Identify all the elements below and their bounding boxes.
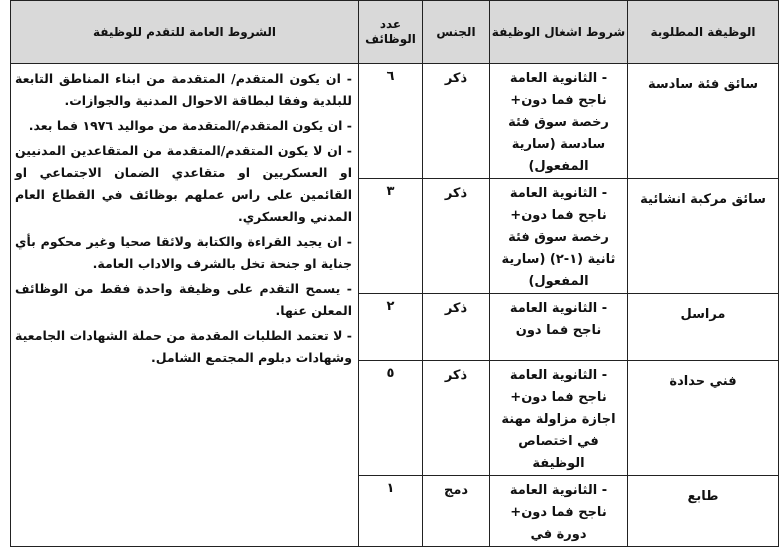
job-conditions: - الثانوية العامة ناجح فما دون bbox=[490, 294, 628, 361]
header-gender: الجنس bbox=[423, 1, 490, 64]
job-count: ٢ bbox=[359, 294, 423, 361]
table-header-row bbox=[11, 1, 779, 64]
job-count: ٦ bbox=[359, 64, 423, 179]
header-job: الوظيفة المطلوبة bbox=[628, 1, 779, 64]
table-row bbox=[11, 64, 779, 179]
job-gender: دمج bbox=[423, 476, 490, 547]
job-count: ٥ bbox=[359, 361, 423, 476]
job-gender: ذكر bbox=[423, 64, 490, 179]
job-gender: ذكر bbox=[423, 179, 490, 294]
job-count: ١ bbox=[359, 476, 423, 547]
job-title: فني حدادة bbox=[628, 361, 779, 476]
general-condition-item: - ان يكون المتقدم/ المتقدمة من ابناء المناطق التابعة للبلدية وفقا لبطاقة الاحوال المدنية والجوازات. bbox=[15, 71, 352, 108]
job-conditions: - الثانوية العامة ناجح فما دون+ رخصة سوق فئة سادسة (سارية المفعول) bbox=[490, 64, 628, 179]
general-conditions bbox=[11, 64, 359, 547]
job-gender: ذكر bbox=[423, 294, 490, 361]
jobs-table bbox=[10, 0, 779, 547]
general-condition-item: - ان يكون المتقدم/المتقدمة من مواليد ١٩٧٦ فما بعد. bbox=[28, 118, 352, 133]
job-conditions: - الثانوية العامة ناجح فما دون+ رخصة سوق فئة ثانية (١-٢) (سارية المفعول) bbox=[490, 179, 628, 294]
general-condition-item: - يسمح التقدم على وظيفة واحدة فقط من الوظائف المعلن عنها. bbox=[15, 281, 352, 318]
job-conditions: - الثانوية العامة ناجح فما دون+ دورة في bbox=[490, 476, 628, 547]
header-general-conditions: الشروط العامة للتقدم للوظيفة bbox=[11, 1, 359, 64]
job-title: سائق فئة سادسة bbox=[628, 64, 779, 179]
general-condition-item: - ان يجيد القراءة والكتابة ولائقا صحيا وغير محكوم بأي جناية او جنحة تخل بالشرف والاداب العامة. bbox=[15, 234, 352, 271]
job-gender: ذكر bbox=[423, 361, 490, 476]
general-condition-item: - لا تعتمد الطلبات المقدمة من حملة الشهادات الجامعية وشهادات دبلوم المجتمع الشامل. bbox=[15, 328, 352, 365]
job-count: ٣ bbox=[359, 179, 423, 294]
job-title: طابع bbox=[628, 476, 779, 547]
general-condition-item: - ان لا يكون المتقدم/المتقدمة من المتقاعدين المدنيين او العسكريين او متقاعدي الضمان الاجتماعي او القائمين على راس عملهم بوظائف في القطاع العام المدني والعسكري. bbox=[15, 143, 352, 224]
job-conditions: - الثانوية العامة ناجح فما دون+ اجازة مزاولة مهنة في اختصاص الوظيفة bbox=[490, 361, 628, 476]
job-title: مراسل bbox=[628, 294, 779, 361]
header-count: عدد الوظائف bbox=[359, 1, 423, 64]
header-conditions: شروط اشغال الوظيفة bbox=[490, 1, 628, 64]
job-title: سائق مركبة انشائية bbox=[628, 179, 779, 294]
